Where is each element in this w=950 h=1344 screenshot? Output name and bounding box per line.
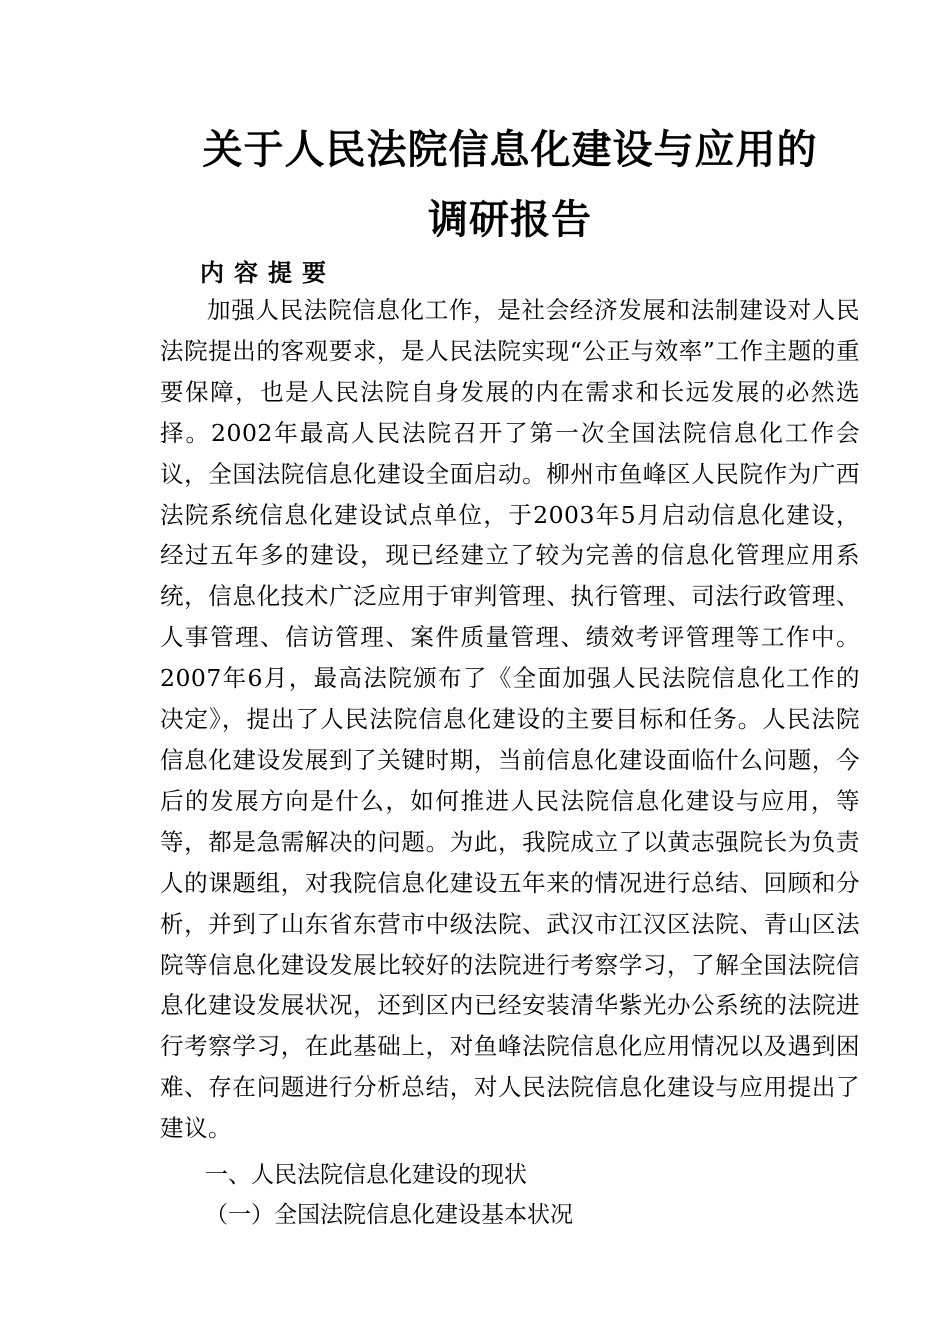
document-title-line-2: 调研报告	[428, 196, 592, 243]
section-1-heading: 一、人民法院信息化建设的现状	[205, 1162, 527, 1188]
abstract-body: 加强人民法院信息化工作，是社会经济发展和法制建设对人民法院提出的客观要求，是人民法院实现“公正与效率”工作主题的重要保障，也是人民法院自身发展的内在需求和长远发展的必然选择。2002年最高人民法院召开了第一次全国法院信息化工作会议，全国法院信息化建设全面启动。柳州市鱼峰区人民院作为广西法院系统信息化建设试点单位，于2003年5月启动信息化建设，经过五年多的建设，现已经建立了较为完善的信息化管理应用系统，信息化技术广泛应用于审判管理、执行管理、司法行政管理、人事管理、信访管理、案件质量管理、绩效考评管理等工作中。2007年6月，最高法院颁布了《全面加强人民法院信息化工作的决定》，提出了人民法院信息化建设的主要目标和任务。人民法院信息化建设发展到了关键时期，当前信息化建设面临什么问题，今后的发展方向是什么，如何推进人民法院信息化建设与应用，等等，都是急需解决的问题。为此，我院成立了以黄志强院长为负责人的课题组，对我院信息化建设五年来的情况进行总结、回顾和分析，并到了山东省东营市中级法院、武汉市江汉区法院、青山区法院等信息化建设发展比较好的法院进行考察学习，了解全国法院信息化建设发展状况，还到区内已经安装清华紫光办公系统的法院进行考察学习，在此基础上，对鱼峰法院信息化应用情况以及遇到困难、存在问题进行分析总结，对人民法院信息化建设与应用提出了建议。	[160, 296, 860, 1143]
section-1-subheading-1: （一）全国法院信息化建设基本状况	[205, 1202, 573, 1228]
abstract-heading: 内容提要	[200, 258, 336, 287]
document-title-line-1: 关于人民法院信息化建设与应用的	[202, 126, 818, 173]
